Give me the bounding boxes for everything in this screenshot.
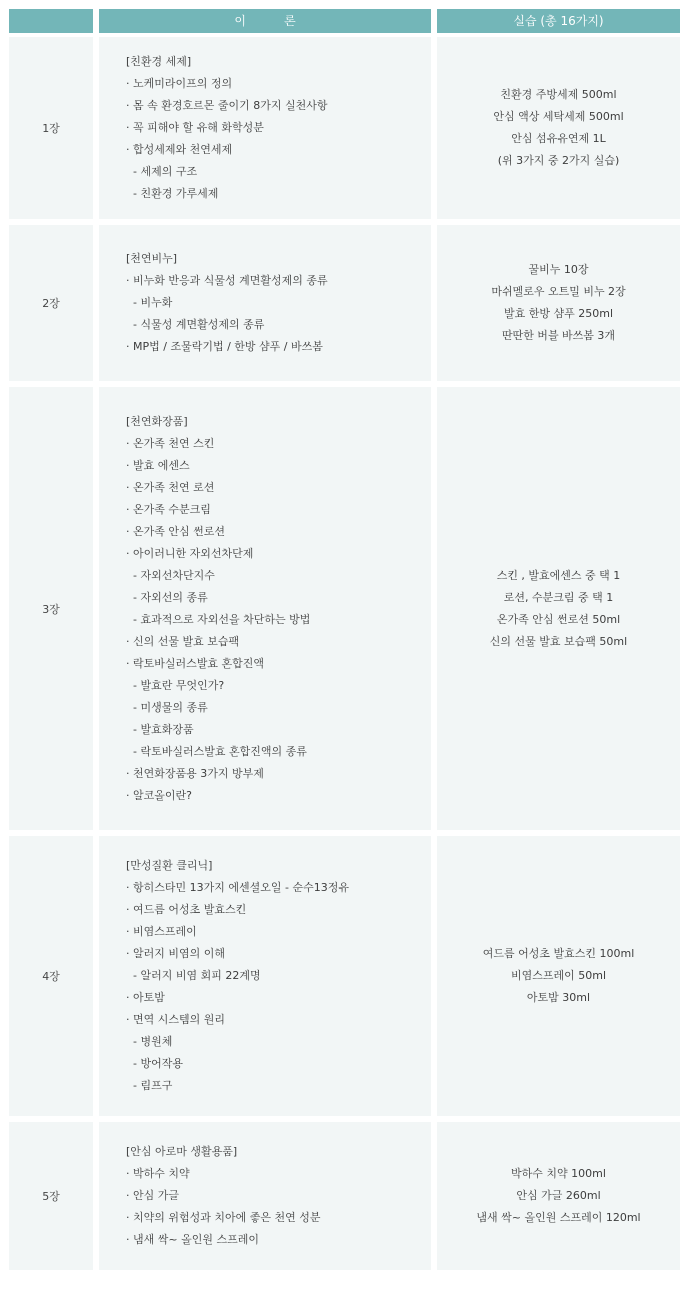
chapter-label: 1장	[42, 122, 60, 135]
chapter-cell	[9, 225, 93, 381]
theory-item: - 미생물의 종류	[126, 700, 208, 714]
practice-cell	[437, 225, 680, 381]
theory-heading: [안심 아로마 생활용품]	[126, 1145, 238, 1158]
theory-item: · 노케미라이프의 정의	[126, 77, 233, 90]
theory-item: · 발효 에센스	[126, 458, 190, 472]
theory-item: · 천연화장품용 3가지 방부제	[126, 766, 264, 780]
theory-item: · 꼭 피해야 할 유해 화학성분	[126, 121, 264, 134]
theory-item: · 냄새 싹~ 올인원 스프레이	[126, 1233, 259, 1246]
chapter-label: 2장	[42, 297, 60, 310]
chapter-cell	[9, 836, 93, 1116]
header-blank	[9, 9, 93, 33]
theory-heading: [천연비누]	[126, 252, 178, 265]
practice-item: 냄새 싹~ 올인원 스프레이 120ml	[476, 1211, 641, 1224]
theory-item: - 효과적으로 자외선을 차단하는 방법	[126, 612, 311, 626]
practice-item: 안심 액상 세탁세제 500ml	[493, 110, 624, 123]
practice-item: 아토밤 30ml	[526, 991, 591, 1004]
theory-cell	[99, 387, 431, 830]
theory-item: · 아토밤	[126, 991, 165, 1004]
theory-item: · 안심 가글	[126, 1189, 179, 1202]
practice-item: 마쉬멜로우 오트밀 비누 2장	[491, 285, 626, 298]
theory-item: · 알코올이란?	[126, 788, 192, 802]
theory-item: - 식물성 계면활성제의 종류	[126, 318, 265, 331]
practice-cell	[437, 387, 680, 830]
practice-item: 친환경 주방세제 500ml	[500, 88, 617, 101]
theory-item: · 항히스타민 13가지 에센셜오일 - 순수13정유	[126, 881, 349, 894]
theory-item: · 치약의 위험성과 치아에 좋은 천연 성분	[126, 1211, 321, 1224]
chapter-label: 3장	[42, 602, 60, 616]
header-practice: 실습 (총 16가지)	[437, 9, 680, 33]
theory-item: · 몸 속 환경호르몬 줄이기 8가지 실천사항	[126, 99, 328, 112]
chapter-label: 5장	[42, 1190, 60, 1203]
theory-item: - 발효화장품	[126, 722, 194, 736]
practice-cell	[437, 37, 680, 219]
theory-item: · 면역 시스템의 원리	[126, 1013, 225, 1026]
theory-item: · MP법 / 조물락기법 / 한방 샴푸 / 바쓰봄	[126, 340, 323, 353]
theory-item: - 락토바실러스발효 혼합진액의 종류	[126, 744, 307, 758]
theory-item: · 신의 선물 발효 보습팩	[126, 634, 240, 648]
theory-heading: [만성질환 클리닉]	[126, 859, 213, 872]
practice-item: 온가족 안심 썬로션 50ml	[496, 612, 621, 626]
theory-cell	[99, 836, 431, 1116]
practice-item: 신의 선물 발효 보습팩 50ml	[489, 634, 628, 648]
theory-heading: [친환경 세제]	[126, 55, 192, 68]
theory-item: · 비누화 반응과 식물성 계면활성제의 종류	[126, 274, 328, 287]
theory-cell	[99, 1122, 431, 1270]
theory-cell	[99, 225, 431, 381]
theory-item: - 림프구	[126, 1079, 173, 1092]
practice-item: 스킨 , 발효에센스 중 택 1	[496, 568, 621, 582]
theory-item: · 합성세제와 천연세제	[126, 143, 233, 156]
practice-cell	[437, 1122, 680, 1270]
practice-item: 로션, 수분크림 중 택 1	[503, 590, 614, 604]
theory-item: - 병원체	[126, 1035, 173, 1048]
practice-item: (위 3가지 중 2가지 실습)	[497, 154, 620, 167]
theory-item: - 방어작용	[126, 1057, 183, 1070]
theory-item: · 비염스프레이	[126, 925, 197, 938]
theory-item: - 알러지 비염 회피 22계명	[126, 969, 261, 982]
practice-item: 발효 한방 샴푸 250ml	[503, 307, 613, 320]
theory-item: · 박하수 치약	[126, 1167, 190, 1180]
theory-item: · 온가족 수분크림	[126, 502, 211, 516]
chapter-label: 4장	[42, 970, 60, 983]
practice-item: 안심 섬유유연제 1L	[511, 132, 606, 145]
theory-item: · 알러지 비염의 이해	[126, 947, 225, 960]
practice-item: 비염스프레이 50ml	[510, 969, 607, 982]
practice-item: 여드름 어성초 발효스킨 100ml	[482, 947, 635, 960]
header-theory: 이 론	[99, 9, 431, 33]
chapter-cell	[9, 387, 93, 830]
theory-item: · 온가족 천연 스킨	[126, 436, 215, 450]
theory-cell	[99, 37, 431, 219]
chapter-cell	[9, 1122, 93, 1270]
theory-item: - 자외선차단지수	[126, 568, 215, 582]
theory-item: - 친환경 가루세제	[126, 187, 219, 200]
chapter-cell	[9, 37, 93, 219]
theory-item: · 락토바실러스발효 혼합진액	[126, 656, 265, 670]
practice-item: 박하수 치약 100ml	[511, 1167, 606, 1180]
theory-item: - 자외선의 종류	[126, 590, 208, 604]
theory-item: · 온가족 천연 로션	[126, 480, 215, 494]
theory-item: - 세제의 구조	[126, 165, 198, 178]
practice-item: 딴딴한 버블 바쓰봄 3개	[501, 329, 616, 342]
theory-heading: [천연화장품]	[126, 414, 188, 428]
theory-item: · 온가족 안심 썬로션	[126, 524, 225, 538]
practice-item: 안심 가글 260ml	[516, 1189, 601, 1202]
theory-item: · 아이러니한 자외선차단제	[126, 546, 254, 560]
practice-cell	[437, 836, 680, 1116]
theory-item: - 비누화	[126, 296, 173, 309]
theory-item: · 여드름 어성초 발효스킨	[126, 903, 247, 916]
practice-item: 꿀비누 10장	[528, 263, 589, 276]
theory-item: - 발효란 무엇인가?	[126, 678, 225, 692]
